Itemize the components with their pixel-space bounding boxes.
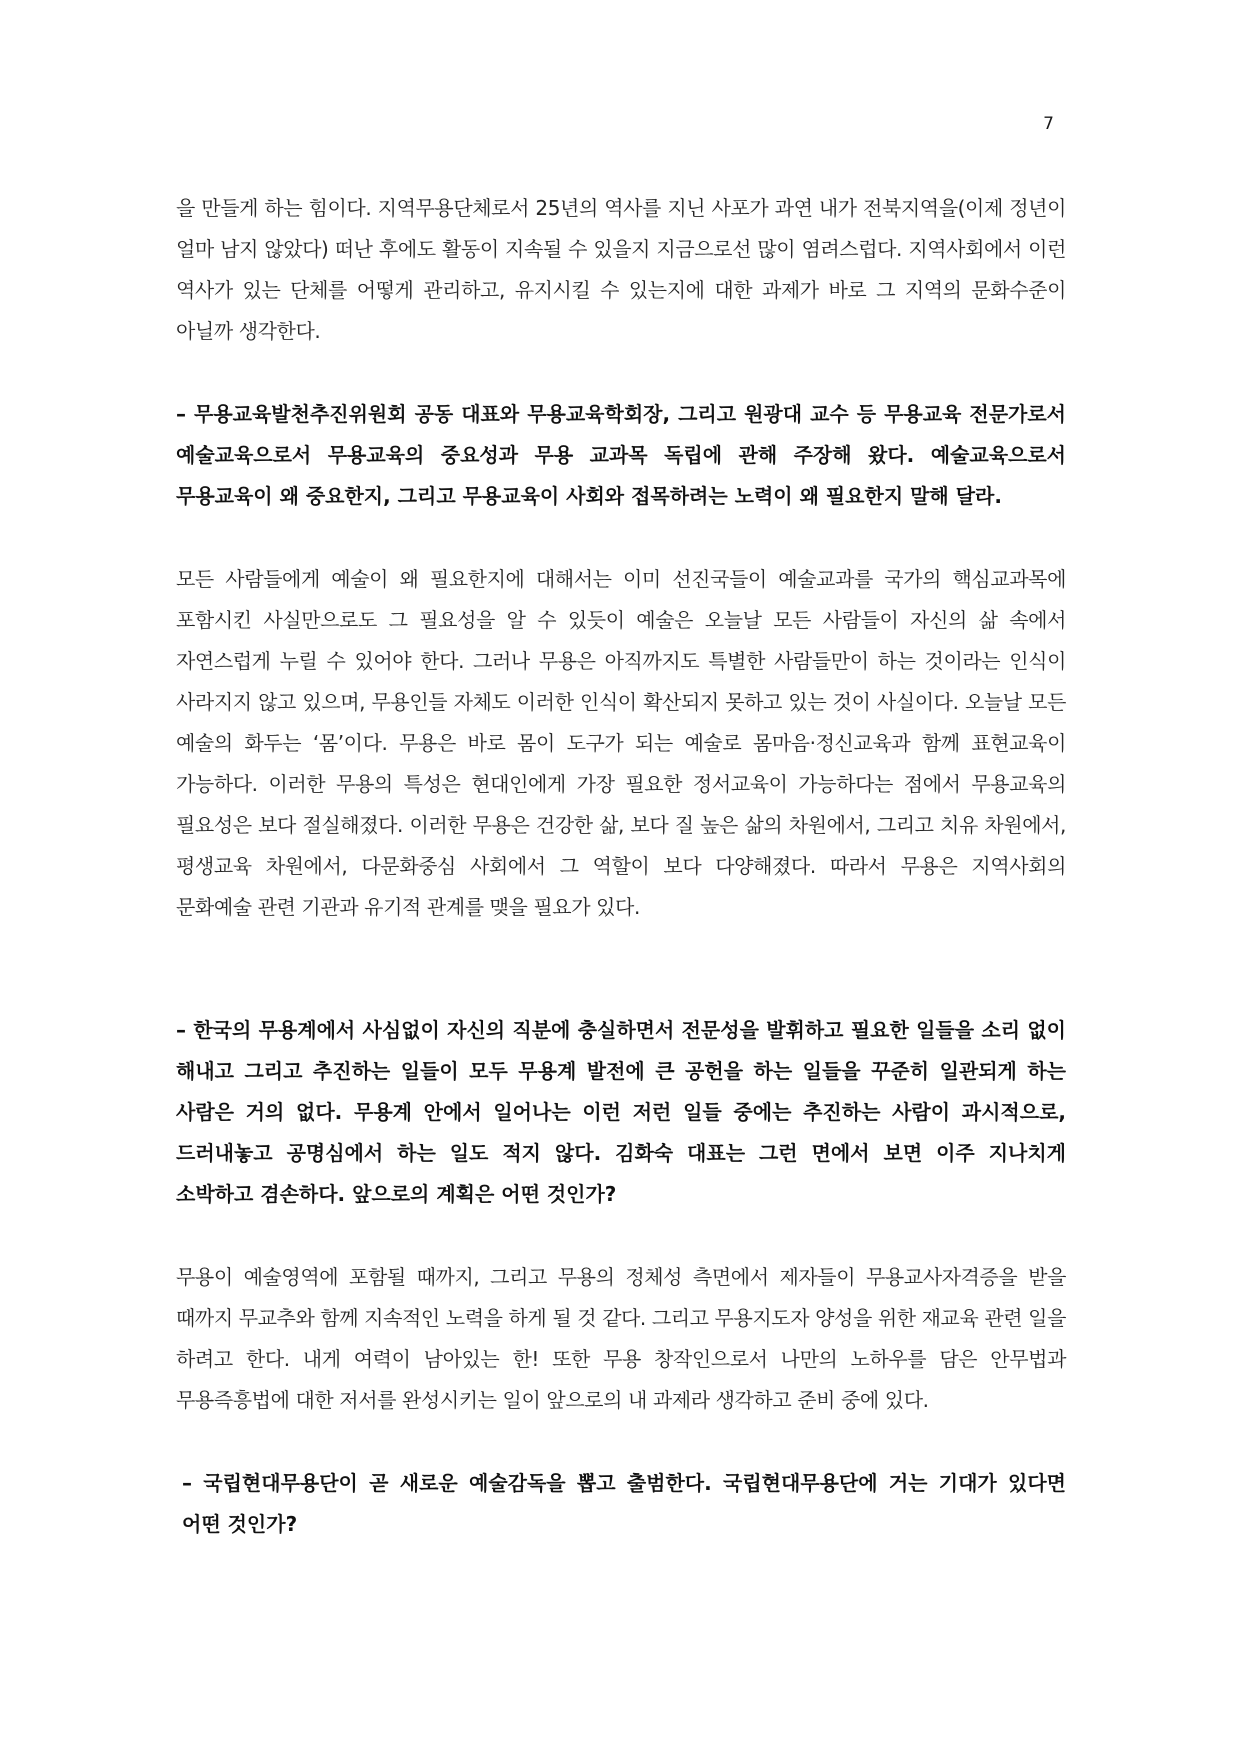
- question-paragraph: – 한국의 무용계에서 사심없이 자신의 직분에 충실하면서 전문성을 발휘하고 필요한 일들을 소리 없이 해내고 그리고 추진하는 일들이 모두 무용계 발전에 큰 공헌을 하는 일들을 꾸준히 일관되게 하는 사람은 거의 없다. 무용계 안에서 일어나는 이런 저런 일들 중에는 추진하는 사람이 과시적으로, 드러내놓고 공명심에서 하는 일도 적지 않다. 김화숙 대표는 그런 면에서 보면 이주 지나치게 소박하고 겸손하다. 앞으로의 계획은 어떤 것인가?: [176, 1018, 1066, 1206]
- document-body: [176, 188, 1066, 1545]
- answer-paragraph: 을 만들게 하는 힘이다. 지역무용단체로서 25년의 역사를 지닌 사포가 과연 내가 전북지역을(이제 정년이 얼마 남지 않았다) 떠난 후에도 활동이 지속될 수 있을지 지금으로선 많이 염려스럽다. 지역사회에서 이런 역사가 있는 단체를 어떻게 관리하고, 유지시킬 수 있는지에 대한 과제가 바로 그 지역의 문화수준이 아닐까 생각한다.: [176, 196, 1066, 343]
- page-number: 7: [1043, 114, 1054, 134]
- question-paragraph: – 국립현대무용단이 곧 새로운 예술감독을 뽑고 출범한다. 국립현대무용단에 거는 기대가 있다면 어떤 것인가?: [182, 1471, 1066, 1536]
- question-paragraph: – 무용교육발천추진위원회 공동 대표와 무용교육학회장, 그리고 원광대 교수 등 무용교육 전문가로서 예술교육으로서 무용교육의 중요성과 무용 교과목 독립에 관해 주장해 왔다. 예술교육으로서 무용교육이 왜 중요한지, 그리고 무용교육이 사회와 접목하려는 노력이 왜 필요한지 말해 달라.: [176, 402, 1066, 508]
- answer-paragraph: 모든 사람들에게 예술이 왜 필요한지에 대해서는 이미 선진국들이 예술교과를 국가의 핵심교과목에 포함시킨 사실만으로도 그 필요성을 알 수 있듯이 예술은 오늘날 모든 사람들이 자신의 삶 속에서 자연스럽게 누릴 수 있어야 한다. 그러나 무용은 아직까지도 특별한 사람들만이 하는 것이라는 인식이 사라지지 않고 있으며, 무용인들 자체도 이러한 인식이 확산되지 못하고 있는 것이 사실이다. 오늘날 모든 예술의 화두는 ‘몸’이다. 무용은 바로 몸이 도구가 되는 예술로 몸마음·정신교육과 함께 표현교육이 가능하다. 이러한 무용의 특성은 현대인에게 가장 필요한 정서교육이 가능하다는 점에서 무용교육의 필요성은 보다 절실해졌다. 이러한 무용은 건강한 삶, 보다 질 높은 삶의 차원에서, 그리고 치유 차원에서, 평생교육 차원에서, 다문화중심 사회에서 그 역할이 보다 다양해졌다. 따라서 무용은 지역사회의 문화예술 관련 기관과 유기적 관계를 맺을 필요가 있다.: [176, 567, 1066, 919]
- answer-paragraph: 무용이 예술영역에 포함될 때까지, 그리고 무용의 정체성 측면에서 제자들이 무용교사자격증을 받을 때까지 무교추와 함께 지속적인 노력을 하게 될 것 같다. 그리고 무용지도자 양성을 위한 재교육 관련 일을 하려고 한다. 내게 여력이 남아있는 한! 또한 무용 창작인으로서 나만의 노하우를 담은 안무법과 무용즉흥법에 대한 저서를 완성시키는 일이 앞으로의 내 과제라 생각하고 준비 중에 있다.: [176, 1265, 1066, 1412]
